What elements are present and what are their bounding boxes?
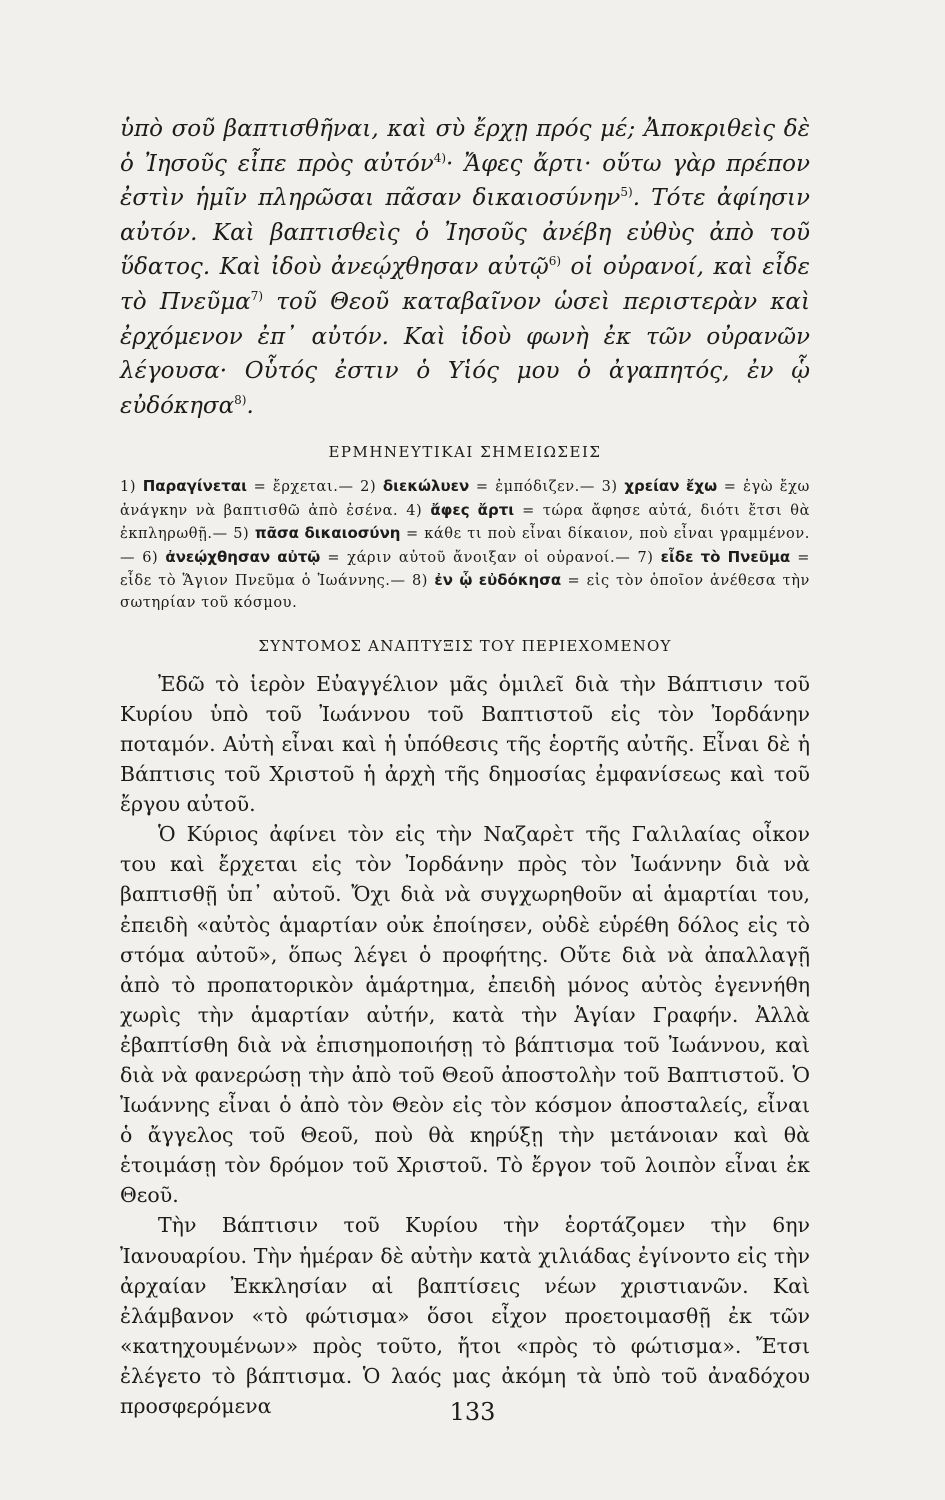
note-item: 8) ἐν ᾧ εὐδόκησα = εἰς τὸν ὁποῖον ἀνέθεσα τὴν σωτηρίαν τοῦ κόσμου.: [120, 570, 810, 612]
note-item: 3) χρείαν ἔχω = ἐγὼ ἔχω ἀνάγκην νὰ βαπτισθῶ ἀπὸ ἐσένα.: [120, 477, 810, 519]
page-number: 133: [449, 1398, 496, 1426]
gospel-text: [120, 112, 810, 423]
summary-section: [120, 669, 810, 1421]
notes-heading: ΕΡΜΗΝΕΥΤΙΚΑΙ ΣΗΜΕΙΩΣΕΙΣ: [328, 443, 602, 462]
note-term: ἐν ᾧ εὐδόκησα: [434, 570, 562, 589]
footnote-ref: 6): [548, 254, 562, 269]
note-item: 7) εἶδε τὸ Πνεῦμα = εἶδε τὸ Ἅγιον Πνεῦμα ὁ Ἰωάννης.—: [120, 547, 811, 589]
note-term: ἀνεῴχθησαν αὐτῷ: [165, 547, 321, 566]
note-item: 5) πᾶσα δικαιοσύνη = κάθε τι ποὺ εἶναι δίκαιον, ποὺ εἶναι γραμμένον.—: [120, 524, 810, 566]
notes-block: [120, 475, 810, 614]
footnote-ref: 8): [234, 392, 247, 407]
note-term: Παραγίνεται: [142, 477, 247, 496]
page-body: [120, 112, 810, 1421]
note-item: 6) ἀνεῴχθησαν αὐτῷ = χάριν αὐτοῦ ἄνοιξαν οἱ οὐρανοί.—: [142, 547, 631, 566]
note-item: 2) διεκώλυεν = ἐμπόδιζεν.—: [360, 477, 595, 496]
summary-heading: ΣΥΝΤΟΜΟΣ ΑΝΑΠΤΥΞΙΣ ΤΟΥ ΠΕΡΙΕΧΟΜΕΝΟΥ: [258, 636, 672, 655]
gospel-text-part: ὑπὸ σοῦ βαπτισθῆναι, καὶ σὺ ἔρχῃ πρός μέ; Ἀποκριθεὶς δὲ ὁ Ἰησοῦς εἶπε πρὸς αὐτόν: [120, 116, 810, 177]
gospel-text-part: · Ἄφες ἄρτι· οὕτω γὰρ πρέπον ἐστὶν ἡμῖν πληρῶσαι πᾶσαν δικαιοσύνην: [120, 150, 810, 212]
footnote-ref: 4): [433, 150, 447, 165]
summary-paragraph: Τὴν Βάπτισιν τοῦ Κυρίου τὴν ἑορτάζομεν τὴν 6ην Ἰανουαρίου. Τὴν ἡμέραν δὲ αὐτὴν κατὰ χιλιάδας ἐγίνοντο εἰς τὴν ἀρχαίαν Ἐκκλησίαν αἱ βαπτίσεις νέων χριστιανῶν. Καὶ ἐλάμβανον «τὸ φώτισμα» ὅσοι εἶχον προετοιμασθῇ ἐκ τῶν «κατηχουμένων» πρὸς τοῦτο, ἤτοι «πρὸς τὸ φώτισμα». Ἔτσι ἐλέγετο τὸ βάπτισμα. Ὁ λαός μας ἀκόμη τὰ ὑπὸ τοῦ ἀναδόχου προσφερόμενα: [120, 1213, 810, 1419]
summary-paragraph: Ὁ Κύριος ἀφίνει τὸν εἰς τὴν Ναζαρὲτ τῆς Γαλιλαίας οἶκον του καὶ ἔρχεται εἰς τὸν Ἰορδάνην πρὸς τὸν Ἰωάννην διὰ νὰ βαπτισθῇ ὑπ᾽ αὐτοῦ. Ὄχι διὰ νὰ συγχωρηθοῦν αἱ ἁμαρτίαι του, ἐπειδὴ «αὐτὸς ἁμαρτίαν οὐκ ἐποίησεν, οὐδὲ εὑρέθη δόλος εἰς τὸ στόμα αὐτοῦ», ὅπως λέγει ὁ προφήτης. Οὔτε διὰ νὰ ἀπαλλαγῇ ἀπὸ τὸ προπατορικὸν ἁμάρτημα, ἐπειδὴ μόνος αὐτὸς ἐγεννήθη χωρὶς τὴν ἁμαρτίαν αὐτήν, κατὰ τὴν Ἁγίαν Γραφήν. Ἀλλὰ ἐβαπτίσθη διὰ νὰ ἐπισημοποιήσῃ τὸ βάπτισμα τοῦ Ἰωάννου, καὶ διὰ νὰ φανερώσῃ τὴν ἀπὸ τοῦ Θεοῦ ἀποστολὴν τοῦ Βαπτιστοῦ. Ὁ Ἰωάννης εἶναι ὁ ἀπὸ τὸν Θεὸν εἰς τὸν κόσμον ἀποσταλείς, εἶναι ὁ ἄγγελος τοῦ Θεοῦ, ποὺ θὰ κηρύξῃ τὴν μετάνοιαν καὶ θὰ ἑτοιμάσῃ τὸν δρόμον τοῦ Χριστοῦ. Τὸ ἔργον τοῦ λοιπὸν εἶναι ἐκ Θεοῦ.: [120, 822, 810, 1208]
gospel-text-part: .: [246, 392, 254, 419]
gospel-text-part: . Τότε ἀφίησιν αὐτόν. Καὶ βαπτισθεὶς ὁ Ἰησοῦς ἀνέβη εὐθὺς ἀπὸ τοῦ ὕδατος. Καὶ ἰδοὺ ἀνεῴχθησαν αὐτῷ: [120, 185, 810, 281]
summary-paragraph: Ἐδῶ τὸ ἱερὸν Εὐαγγέλιον μᾶς ὁμιλεῖ διὰ τὴν Βάπτισιν τοῦ Κυρίου ὑπὸ τοῦ Ἰωάννου τοῦ Βαπτιστοῦ εἰς τὸν Ἰορδάνην ποταμόν. Αὐτὴ εἶναι καὶ ἡ ὑπόθεσις τῆς ἑορτῆς αὐτῆς. Εἶναι δὲ ἡ Βάπτισις τοῦ Χριστοῦ ἡ ἀρχὴ τῆς δημοσίας ἐμφανίσεως καὶ τοῦ ἔργου αὐτοῦ.: [120, 671, 810, 817]
gospel-text-part: τοῦ Θεοῦ καταβαῖνον ὡσεὶ περιστερὰν καὶ ἐρχόμενον ἐπ᾽ αὐτόν. Καὶ ἰδοὺ φωνὴ ἐκ τῶν οὐρανῶν λέγουσα· Οὗτός ἐστιν ὁ Υἱός μου ὁ ἀγαπητός, ἐν ᾧ εὐδόκησα: [120, 288, 810, 419]
footnote-ref: 5): [620, 185, 633, 200]
note-term: χρείαν ἔχω: [624, 477, 718, 496]
note-term: διεκώλυεν: [382, 477, 470, 496]
note-item: 1) Παραγίνεται = ἔρχεται.—: [120, 477, 354, 496]
note-item: 4) ἄφες ἄρτι = τώρα ἄφησε αὐτά, διότι ἔτσι θὰ ἐκπληρωθῇ.—: [120, 500, 810, 543]
note-term: πᾶσα δικαιοσύνη: [254, 524, 401, 543]
note-term: ἄφες ἄρτι: [430, 500, 515, 519]
footnote-ref: 7): [250, 288, 264, 303]
gospel-text-part: οἱ οὐρανοί, καὶ εἶδε τὸ Πνεῦμα: [120, 254, 810, 315]
note-term: εἶδε τὸ Πνεῦμα: [660, 547, 791, 566]
